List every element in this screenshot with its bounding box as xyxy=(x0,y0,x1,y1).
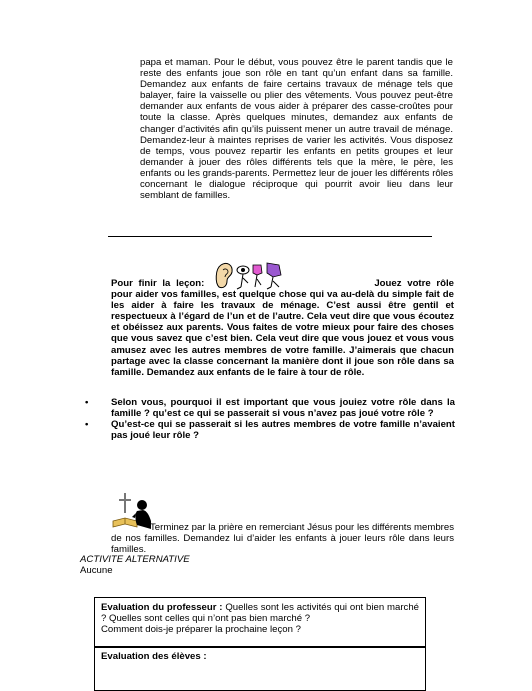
student-evaluation-label: Evaluation des élèves : xyxy=(101,651,207,662)
prayer-text: Terminez par la prière en remerciant Jésus pour les différents membres de nos familles. Demandez lui d’aider les enfants à jouer leurs rôle dans leurs familles. xyxy=(111,522,454,556)
bullet-icon: • xyxy=(85,397,89,408)
teacher-evaluation-question: Comment dois-je préparer la prochaine leçon ? xyxy=(101,624,301,635)
conclusion-text: Jouez votre rôle pour aider vos familles, est quelque chose qui va au-delà du simple fait de les aider à faire les travaux de ménage. C’est aussi être gentil et respectueux à l’égard de l’un et de l’autre. Cela veut dire que vous écoutez et obéissez aux parents. Vous faites de votre mieux pour faire des choses que vous savez que c’est bien. Cela veut dire que vous jouez et vous vous amusez avec les autres membres de votre famille. J’aimerais que chacun partage avec la classe concernant la manière dont il joue son rôle dans sa famille. Demandez aux enfants de le faire à tour de rôle. xyxy=(111,278,454,378)
activity-paragraph: papa et maman. Pour le début, vous pouvez être le parent tandis que le reste des enfants joue son rôle en tant qu’un enfant dans sa famille. Demandez aux enfants de faire certains travaux de ménage tels que balayer, faire la vaisselle ou plier des vêtements. Vous pouvez peut-être demander aux enfants de vous aider à préparer des casse-croûtes pour toute la classe. Après quelques minutes, demandez aux enfants de changer d’activités afin qu’ils puissent mener un autre travail de ménage. Demandez-leur à maintes reprises de varier les activités. Vous disposez de temps, vous pouvez repartir les enfants en petits groupes et leur demander à jouer des rôles différents tels que la mère, le père, les enfants ou les grands-parents. Permettez leur de jouer les différents rôles concernant le dialogue réciproque qui pourrit avoir lieu dans leur semblant de familles. xyxy=(140,57,453,202)
questions-list xyxy=(85,397,455,441)
question-text: Qu’est-ce qui se passerait si les autres membres de votre famille n’avaient pas joué leur rôle ? xyxy=(111,419,455,442)
conclusion-paragraph xyxy=(111,278,454,378)
separator-line xyxy=(108,236,432,237)
list-item xyxy=(85,419,455,441)
prayer-paragraph xyxy=(111,522,454,555)
teacher-evaluation-text: Quelles sont les activités qui ont bien marché ? Quelles sont celles qui n’ont pas bien marché ? xyxy=(101,602,419,624)
alternative-activity-title: ACTIVITE ALTERNATIVE xyxy=(80,554,190,565)
student-evaluation-box xyxy=(94,646,426,691)
conclusion-label: Pour finir la leçon: xyxy=(111,278,205,289)
teacher-evaluation-label: Evaluation du professeur : xyxy=(101,602,223,613)
list-item xyxy=(85,397,455,419)
bullet-icon: • xyxy=(85,419,89,431)
alternative-activity-body: Aucune xyxy=(80,565,113,576)
teacher-evaluation-box xyxy=(94,597,426,648)
question-text: Selon vous, pourquoi il est important que vous jouiez votre rôle dans la famille ? qu’est ce qui se passerait si vous n’avez pas joué votre rôle ? xyxy=(111,397,455,420)
